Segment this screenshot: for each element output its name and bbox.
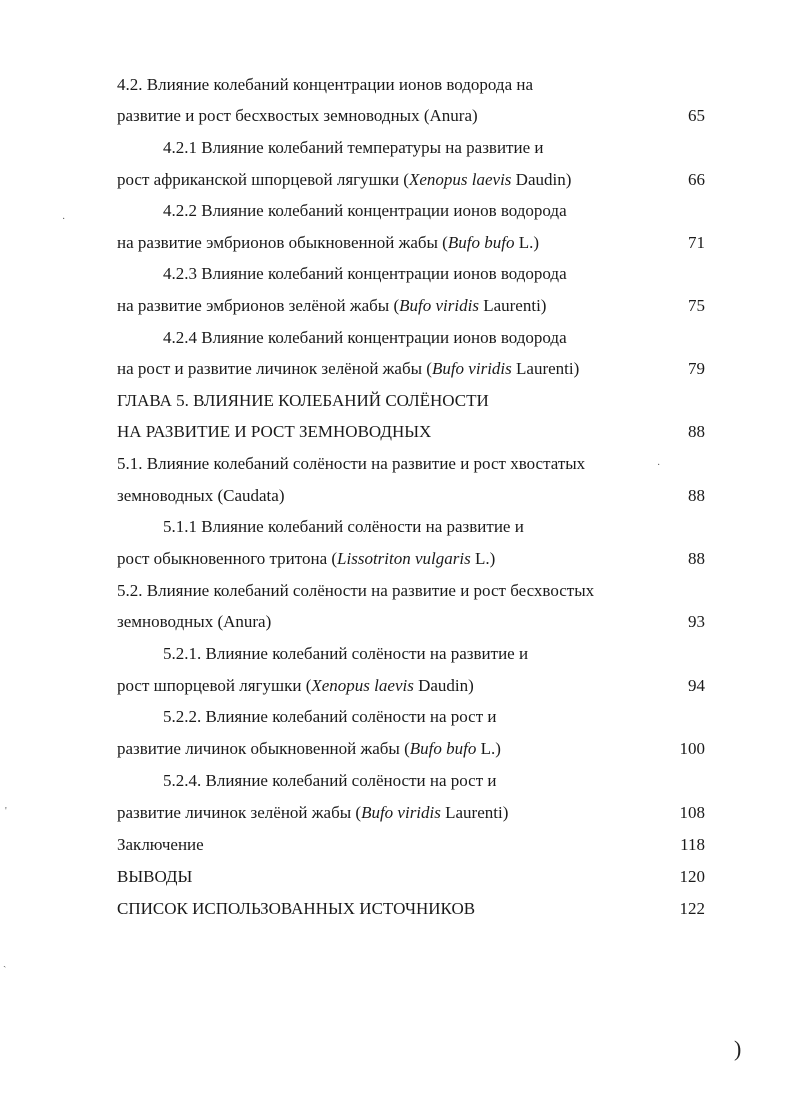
- page-number: 93: [688, 612, 705, 631]
- scan-speck: ·: [657, 460, 661, 471]
- toc-line: [163, 706, 705, 728]
- toc-text: развитие личинок зелёной жабы (: [117, 803, 362, 822]
- toc-line: [117, 485, 705, 507]
- toc-line: [117, 105, 705, 127]
- toc-text: L.): [514, 233, 539, 252]
- toc-line: [117, 802, 705, 824]
- toc-text: Laurenti): [511, 359, 580, 378]
- toc-text: рост африканской шпорцевой лягушки (: [117, 170, 409, 189]
- toc-line: [163, 516, 705, 538]
- toc-text: L.): [476, 739, 501, 758]
- toc-text: 5.2.4. Влияние колебаний солёности на рост и: [163, 771, 497, 790]
- toc-line: [117, 675, 705, 697]
- toc-text: 4.2.4 Влияние колебаний концентрации ионов водорода: [163, 328, 567, 347]
- toc-line: [117, 738, 705, 760]
- toc-text: на рост и развитие личинок зелёной жабы (: [117, 359, 432, 378]
- toc-line: [117, 232, 705, 254]
- page-number: 120: [679, 867, 705, 886]
- toc-text: 4.2.3 Влияние колебаний концентрации ионов водорода: [163, 264, 567, 283]
- toc-line: [117, 453, 705, 475]
- toc-line: [117, 580, 705, 602]
- page-number: 88: [688, 549, 705, 568]
- toc-text: на развитие эмбрионов обыкновенной жабы (: [117, 233, 448, 252]
- species-name: Bufo bufo: [409, 739, 477, 758]
- toc-text: ВЫВОДЫ: [117, 867, 193, 886]
- toc-line: [163, 770, 705, 792]
- toc-line: [117, 611, 705, 633]
- toc-text: развитие личинок обыкновенной жабы (: [117, 739, 410, 758]
- species-name: Bufo viridis: [431, 359, 512, 378]
- toc-text: Laurenti): [478, 296, 547, 315]
- page-number: 65: [688, 106, 705, 125]
- page-number: 122: [679, 899, 705, 918]
- corner-mark: ): [734, 1036, 742, 1061]
- toc-text: Daudin): [511, 170, 572, 189]
- toc-text: 5.2. Влияние колебаний солёности на развитие и рост бесхвостых: [117, 581, 595, 600]
- page-number: 94: [688, 676, 705, 695]
- page-number: 66: [688, 170, 705, 189]
- scan-speck: ·: [62, 214, 66, 225]
- page-number: 79: [688, 359, 705, 378]
- toc-text: на развитие эмбрионов зелёной жабы (: [117, 296, 400, 315]
- toc-line: [117, 358, 705, 380]
- toc-line: [163, 643, 705, 665]
- toc-line: [117, 834, 705, 856]
- chapter-title: ГЛАВА 5. ВЛИЯНИЕ КОЛЕБАНИЙ СОЛЁНОСТИ: [117, 391, 489, 410]
- page-number: 71: [688, 233, 705, 252]
- toc-line: [117, 898, 705, 920]
- toc-text: 5.1. Влияние колебаний солёности на развитие и рост хвостатых: [117, 454, 586, 473]
- page-number: 108: [679, 803, 705, 822]
- scan-speck: ': [5, 806, 7, 817]
- toc-text: земноводных (Caudata): [117, 486, 285, 505]
- toc-text: Laurenti): [440, 803, 509, 822]
- toc-text: СПИСОК ИСПОЛЬЗОВАННЫХ ИСТОЧНИКОВ: [117, 899, 476, 918]
- toc-line: [117, 295, 705, 317]
- page-number: 100: [679, 739, 705, 758]
- toc-line: [117, 421, 705, 443]
- toc-text: Заключение: [117, 835, 204, 854]
- chapter-title: НА РАЗВИТИЕ И РОСТ ЗЕМНОВОДНЫХ: [117, 422, 432, 441]
- toc-text: рост шпорцевой лягушки (: [117, 676, 312, 695]
- toc-text: Daudin): [413, 676, 474, 695]
- toc-line: [163, 263, 705, 285]
- toc-line: [117, 169, 705, 191]
- page-number: 88: [688, 486, 705, 505]
- toc-line: [117, 548, 705, 570]
- species-name: Xenopus laevis: [311, 676, 414, 695]
- page-number: 118: [680, 835, 705, 854]
- species-name: Xenopus laevis: [408, 170, 512, 189]
- toc-text: 4.2. Влияние колебаний концентрации ионов водорода на: [117, 75, 534, 94]
- toc-line: [117, 390, 705, 412]
- species-name: Bufo bufo: [447, 233, 515, 252]
- toc-text: 5.2.2. Влияние колебаний солёности на рост и: [163, 707, 497, 726]
- toc-line: [163, 137, 705, 159]
- toc-line: [163, 327, 705, 349]
- toc-line: [163, 200, 705, 222]
- page-number: 88: [688, 422, 705, 441]
- toc-text: 4.2.2 Влияние колебаний концентрации ионов водорода: [163, 201, 567, 220]
- toc-line: [117, 866, 705, 888]
- toc-text: 4.2.1 Влияние колебаний температуры на развитие и: [163, 138, 544, 157]
- species-name: Bufo viridis: [361, 803, 441, 822]
- page-number: 75: [688, 296, 705, 315]
- toc-text: развитие и рост бесхвостых земноводных (Anura): [117, 106, 478, 125]
- toc-text: рост обыкновенного тритона (: [117, 549, 338, 568]
- species-name: Bufo viridis: [399, 296, 479, 315]
- toc-text: 5.1.1 Влияние колебаний солёности на развитие и: [163, 517, 524, 536]
- toc-line: [117, 74, 705, 96]
- toc-text: L.): [470, 549, 496, 568]
- scan-speck: ˎ: [3, 957, 7, 968]
- toc-text: земноводных (Anura): [117, 612, 272, 631]
- species-name: Lissotriton vulgaris: [337, 549, 471, 568]
- toc-text: 5.2.1. Влияние колебаний солёности на развитие и: [163, 644, 529, 663]
